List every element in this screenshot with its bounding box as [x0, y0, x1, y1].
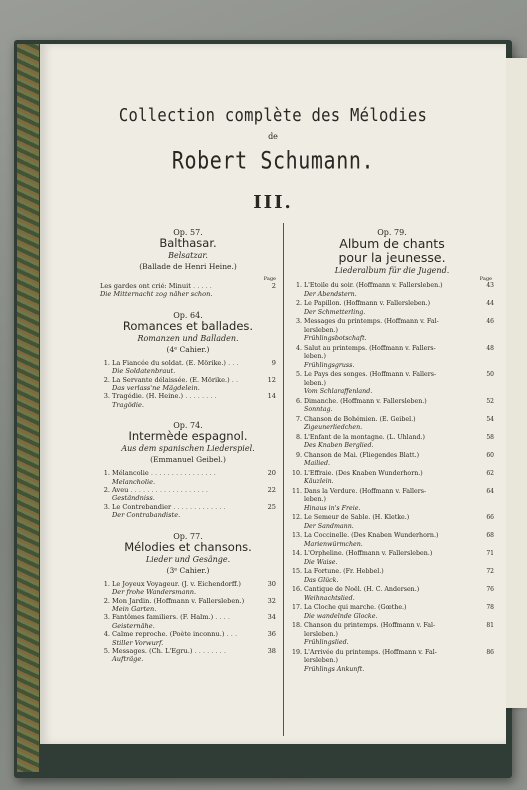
page-number: 76 [486, 586, 494, 594]
german-title: Die Mitternacht zog näher schon. [100, 290, 213, 299]
section-title: Balthasar. [159, 236, 217, 250]
page-number: 78 [486, 604, 494, 612]
list-item: 1. La Fiancée du soldat. (E. Mörike.) . . . 9 Die Soldatenbraut. [100, 359, 276, 376]
song-title: La Fiancée du soldat. (E. Mörike.) [112, 358, 227, 367]
item-number: 3. [103, 613, 110, 622]
page-column-label: Page [479, 276, 492, 282]
song-title-continued: lersleben.) [304, 630, 338, 638]
item-number: 4. [103, 630, 110, 639]
section-title: Intermède espagnol. [128, 429, 248, 444]
collection-title: Collection complète des Mélodies [118, 104, 428, 126]
song-title: Le Semeur de Sable. (H. Kletke.) [304, 514, 410, 522]
german-title: Das verlass'ne Mägdelein. [112, 384, 200, 393]
list-item [292, 604, 492, 621]
song-title: L'Orpheline. (Hoffmann v. Fallersleben.) [304, 550, 433, 558]
list-item: 2. La Servante délaissée. (E. Mörike.) . . 12 Das verlass'ne Mägdelein. [100, 376, 276, 393]
list-item [292, 318, 492, 344]
item-number: 1. [103, 579, 110, 588]
song-title: Les gardes ont crié: Minuit [100, 282, 191, 290]
page-number: 72 [486, 568, 494, 576]
list-item [292, 586, 492, 603]
german-title: Mein Garten. [112, 604, 157, 613]
section-note: (3ᵉ Cahier.) [166, 565, 210, 575]
song-title-continued: lersleben.) [304, 657, 338, 665]
section-title: Mélodies et chansons. [124, 539, 252, 554]
page-number: 64 [486, 487, 494, 495]
page-number: 66 [486, 514, 494, 522]
page-number: 12 [267, 375, 276, 384]
german-title: Die wandelnde Glocke. [304, 612, 378, 620]
page-column-label: Page [263, 276, 276, 282]
marbled-endpaper [17, 44, 39, 772]
song-title: La Cloche qui marche. (Gœthe.) [304, 604, 407, 612]
item-number: 3. [103, 502, 110, 511]
german-title: Marienwürmchen. [304, 540, 363, 548]
section-subtitle: Romanzen und Balladen. [137, 333, 239, 343]
german-title: Mailied. [304, 460, 331, 468]
item-number: 16. [292, 586, 303, 594]
item-number: 3. [295, 317, 302, 325]
song-title: Messages. (Ch. L'Egru.) [112, 646, 193, 655]
item-number: 2. [103, 375, 110, 384]
right-column [292, 226, 492, 675]
song-title: Chanson de Mai. (Fliegendes Blatt.) [304, 451, 420, 459]
item-number: 2. [295, 299, 302, 307]
page-number: 36 [267, 630, 276, 639]
song-title: Chanson du printemps. (Hoffmann v. Fal- [304, 622, 436, 630]
page-number: 34 [267, 613, 276, 622]
song-title: Tragédie. (H. Heine.) [112, 392, 184, 401]
german-title: Frühlingsgruss. [304, 361, 355, 369]
song-title: L'Etoile du soir. (Hoffmann v. Fallersleben.) [304, 282, 443, 289]
song-title: Messages du printemps. (Hoffmann v. Fal- [304, 317, 439, 325]
song-title: Le Contrebandier [112, 502, 172, 511]
list-item [292, 488, 492, 514]
song-title: Aveu [112, 486, 129, 495]
list-item [292, 434, 492, 451]
list-item [292, 300, 492, 317]
page-number: 25 [267, 502, 276, 511]
page-number: 14 [267, 392, 276, 401]
page-number: 68 [486, 532, 494, 540]
item-number: 5. [103, 646, 110, 655]
item-number: 6. [295, 397, 302, 405]
list-item: 1. Mélancolie . . . . . . . . . . . . . . . . 20 Melancholie. [100, 469, 276, 486]
list-item [292, 514, 492, 531]
list-item [100, 580, 276, 597]
page-number: 38 [267, 646, 276, 655]
german-title: Der Schmetterling. [304, 308, 366, 316]
song-title: Salut au printemps. (Hoffmann v. Fallers- [304, 344, 436, 352]
section-subtitle: Lieder und Gesänge. [145, 554, 231, 564]
song-title: Dans la Verdure. (Hoffmann v. Fallers- [304, 487, 427, 495]
list-item [292, 622, 492, 648]
list-item [292, 345, 492, 371]
german-title: Die Soldatenbraut. [112, 367, 176, 376]
item-number: 17. [292, 604, 303, 612]
list-item [292, 416, 492, 433]
german-title: Tragödie. [112, 400, 144, 409]
song-title: L'Arrivée du printemps. (Hoffmann v. Fal- [304, 648, 437, 656]
song-title: La Fortune. (Fr. Hebbel.) [304, 568, 384, 576]
german-title: Sonntag. [304, 406, 333, 414]
german-title: Weihnachtslied. [304, 594, 355, 602]
item-number: 2. [103, 596, 110, 605]
page-number: 81 [486, 622, 494, 630]
section-note: (4ᵉ Cahier.) [166, 344, 210, 354]
song-title: Chanson de Bohémien. (E. Geibel.) [304, 415, 416, 423]
song-title: L'Enfant de la montagne. (L. Uhland.) [304, 433, 425, 441]
list-item [292, 649, 492, 675]
song-title: Cantique de Noël. (H. C. Andersen.) [304, 586, 420, 594]
song-title: Mon Jardin. (Hoffmann v. Fallersleben.) [112, 596, 245, 605]
german-title: Aufträge. [112, 655, 144, 664]
german-title: Frühlingslied. [304, 639, 349, 647]
section-title: Album de chants [339, 236, 445, 251]
song-title: L'Effraie. (Des Knaben Wunderhorn.) [304, 469, 423, 477]
german-title: Stiller Vorwurf. [112, 638, 164, 647]
german-title: Das Glück. [304, 576, 339, 584]
list-item [292, 282, 492, 299]
german-title: Vom Schlaraffenland. [304, 388, 373, 396]
page-number: 52 [486, 397, 494, 405]
song-title: Mélancolie [112, 469, 149, 478]
item-number: 18. [292, 622, 303, 630]
song-title-continued: leben.) [304, 496, 327, 504]
section-subtitle: Aus dem spanischen Liederspiel. [121, 444, 255, 454]
song-title: La Coccinelle. (Des Knaben Wunderhorn.) [304, 532, 439, 540]
item-number: 5. [295, 371, 302, 379]
item-number: 14. [292, 550, 303, 558]
page-number: 48 [486, 344, 494, 352]
list-item [292, 470, 492, 487]
list-item [292, 371, 492, 397]
song-title: Calme reproche. (Poète inconnu.) [112, 630, 225, 639]
volume-number: III. [253, 192, 293, 213]
german-title: Die Waise. [304, 558, 338, 566]
list-item [292, 452, 492, 469]
song-list [292, 282, 492, 674]
list-item: 2. Aveu . . . . . . . . . . . . . . . . . . . 22 Geständniss. [100, 486, 276, 503]
page-number: 86 [486, 648, 494, 656]
list-item [292, 550, 492, 567]
german-title: Der frohe Wandersmann. [112, 588, 197, 597]
title-connector: de [268, 132, 278, 141]
page-number: 46 [486, 317, 494, 325]
list-item: Les gardes ont crié: Minuit . . . . . 2 Die Mitternacht zog näher schon. [100, 282, 276, 299]
song-title: Le Papillon. (Hoffmann v. Fallersleben.) [304, 299, 431, 307]
page-number: 50 [486, 371, 494, 379]
german-title: Frühlingsbotschaft. [304, 335, 367, 343]
list-item: 3. Le Contrebandier . . . . . . . . . . . . . 25 Der Contrabandiste. [100, 503, 276, 520]
german-title: Des Knaben Berglied. [304, 442, 374, 450]
german-title: Geisternähe. [112, 621, 155, 630]
page-number: 62 [486, 469, 494, 477]
left-column [100, 226, 276, 664]
item-number: 10. [292, 469, 303, 477]
page-number: 58 [486, 433, 494, 441]
german-title: Der Sandmann. [304, 522, 354, 530]
list-item [292, 532, 492, 549]
page-number: 43 [486, 282, 494, 289]
column-divider [283, 223, 284, 736]
item-number: 1. [103, 469, 110, 478]
list-item [100, 597, 276, 614]
opus-number: Op. 64. [173, 310, 203, 320]
german-title: Hinaus in's Freie. [304, 504, 361, 512]
page-number: 20 [267, 469, 276, 478]
item-number: 19. [292, 648, 303, 656]
song-title: La Servante délaissée. (E. Mörike.) [112, 375, 230, 384]
list-item: 3. Tragédie. (H. Heine.) . . . . . . . . 14 Tragödie. [100, 392, 276, 409]
list-item: 3. Fantômes familiers. (F. Halm.) . . . . 34 Geisternähe. [100, 613, 276, 630]
item-number: 3. [103, 392, 110, 401]
page-number: 60 [486, 451, 494, 459]
item-number: 8. [295, 433, 302, 441]
opus-number: Op. 77. [173, 531, 203, 541]
song-title-continued: leben.) [304, 379, 327, 387]
opus-number: Op. 79. [377, 228, 407, 237]
composer-name: Robert Schumann. [171, 145, 375, 175]
book-page [40, 44, 506, 744]
item-number: 1. [103, 358, 110, 367]
german-title: Zigeunerliedchen. [304, 424, 363, 432]
opus-number: Op. 57. [173, 228, 203, 237]
item-number: 11. [292, 487, 303, 495]
section-subtitle: Liederalbum für die Jugend. [334, 266, 450, 275]
german-title: Der Contrabandiste. [112, 511, 181, 520]
item-number: 2. [103, 486, 110, 495]
item-number: 4. [295, 344, 302, 352]
section-note: (Ballade de Henri Heine.) [139, 262, 237, 271]
list-item [292, 398, 492, 415]
section-note: (Emmanuel Geibel.) [150, 455, 226, 465]
german-title: Der Abendstern. [304, 290, 357, 298]
item-number: 7. [295, 415, 302, 423]
list-item [292, 568, 492, 585]
song-title-continued: leben.) [304, 353, 327, 361]
page-number: 30 [267, 579, 276, 588]
item-number: 15. [292, 568, 303, 576]
page-number: 54 [486, 415, 494, 423]
song-title: Le Pays des songes. (Hoffmann v. Fallers- [304, 371, 437, 379]
song-title: Fantômes familiers. (F. Halm.) [112, 613, 214, 622]
german-title: Melancholie. [112, 477, 156, 486]
page-number: 9 [271, 358, 276, 367]
section-title-line2: pour la jeunesse. [338, 250, 446, 265]
section-subtitle: Belsatzar. [168, 251, 208, 260]
page-number: 2 [271, 282, 276, 290]
item-number: 1. [295, 282, 302, 289]
list-item: 4. Calme reproche. (Poète inconnu.) . . . 36 Stiller Vorwurf. [100, 630, 276, 647]
opus-number: Op. 74. [173, 421, 203, 431]
german-title: Käuzlein. [304, 478, 334, 486]
german-title: Frühlings Ankunft. [304, 665, 365, 673]
page-number: 44 [486, 299, 494, 307]
german-title: Geständniss. [112, 494, 155, 503]
page-number: 71 [486, 550, 494, 558]
page-number: 22 [267, 486, 276, 495]
song-title: Le Joyeux Voyageur. (J. v. Eichendorff.) [112, 579, 241, 588]
item-number: 13. [292, 532, 303, 540]
section-title: Romances et ballades. [122, 318, 254, 333]
list-item: 5. Messages. (Ch. L'Egru.) . . . . . . . . 38 Aufträge. [100, 647, 276, 664]
item-number: 9. [295, 451, 302, 459]
song-title: Dimanche. (Hoffmann v. Fallersleben.) [304, 397, 427, 405]
page-number: 32 [267, 596, 276, 605]
item-number: 12. [292, 514, 303, 522]
song-title-continued: lersleben.) [304, 326, 338, 334]
